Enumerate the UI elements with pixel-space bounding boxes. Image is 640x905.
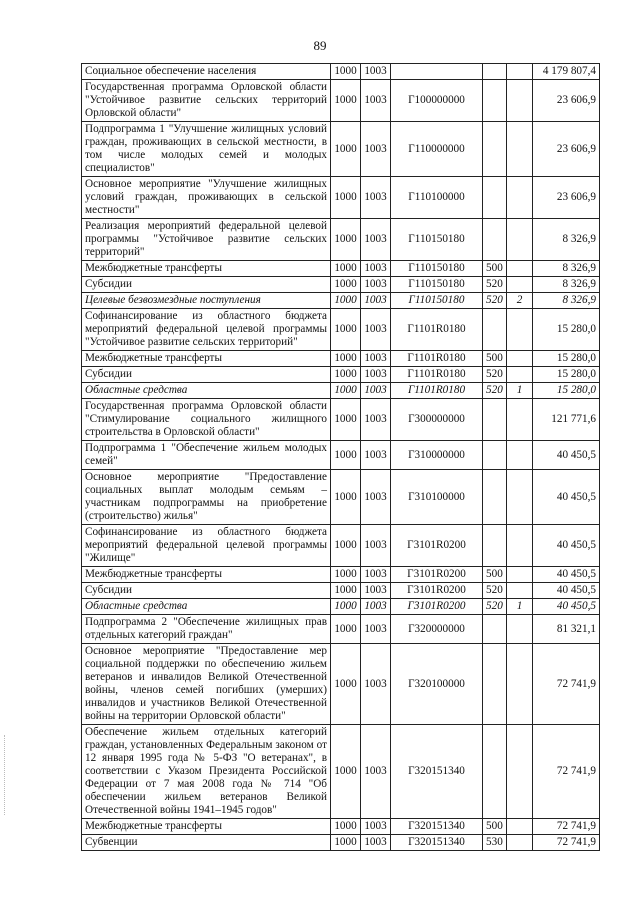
target-article-code-cell: Г1101R0180 [391, 383, 483, 399]
subsection-code-cell: 1003 [361, 725, 391, 819]
funding-source-code-cell [507, 441, 533, 470]
target-article-code-cell: Г310100000 [391, 470, 483, 525]
subsection-code-cell: 1003 [361, 599, 391, 615]
row-name-cell: Областные средства [82, 383, 331, 399]
section-code-cell: 1000 [331, 80, 361, 122]
expense-type-code-cell [483, 525, 507, 567]
expense-type-code-cell: 520 [483, 277, 507, 293]
subsection-code-cell: 1003 [361, 644, 391, 725]
funding-source-code-cell [507, 367, 533, 383]
target-article-code-cell: Г100000000 [391, 80, 483, 122]
section-code-cell: 1000 [331, 470, 361, 525]
table-row [82, 177, 600, 219]
row-name-cell: Основное мероприятие "Улучшение жилищных условий граждан, проживающих в сельской местности" [82, 177, 331, 219]
subsection-code-cell: 1003 [361, 261, 391, 277]
amount-cell: 23 606,9 [533, 122, 600, 177]
row-name-cell: Подпрограмма 1 "Улучшение жилищных условий граждан, проживающих в сельской местности, в том числе молодых семей и молодых специалистов" [82, 122, 331, 177]
funding-source-code-cell [507, 64, 533, 80]
subsection-code-cell: 1003 [361, 615, 391, 644]
row-name-cell: Межбюджетные трансферты [82, 819, 331, 835]
funding-source-code-cell [507, 122, 533, 177]
target-article-code-cell: Г1101R0180 [391, 309, 483, 351]
target-article-code-cell: Г320151340 [391, 725, 483, 819]
expense-type-code-cell: 500 [483, 351, 507, 367]
table-row [82, 367, 600, 383]
section-code-cell: 1000 [331, 725, 361, 819]
expense-type-code-cell [483, 219, 507, 261]
target-article-code-cell: Г3101R0200 [391, 599, 483, 615]
subsection-code-cell: 1003 [361, 383, 391, 399]
amount-cell: 72 741,9 [533, 835, 600, 851]
target-article-code-cell: Г110150180 [391, 293, 483, 309]
expense-type-code-cell: 520 [483, 293, 507, 309]
page-number: 89 [313, 38, 327, 53]
table-row [82, 599, 600, 615]
row-name-cell: Субвенции [82, 835, 331, 851]
section-code-cell: 1000 [331, 64, 361, 80]
expense-type-code-cell [483, 725, 507, 819]
table-row [82, 219, 600, 261]
funding-source-code-cell [507, 644, 533, 725]
expense-type-code-cell [483, 309, 507, 351]
section-code-cell: 1000 [331, 219, 361, 261]
table-row [82, 261, 600, 277]
section-code-cell: 1000 [331, 122, 361, 177]
subsection-code-cell: 1003 [361, 367, 391, 383]
section-code-cell: 1000 [331, 351, 361, 367]
section-code-cell: 1000 [331, 583, 361, 599]
target-article-code-cell: Г3101R0200 [391, 583, 483, 599]
subsection-code-cell: 1003 [361, 441, 391, 470]
expense-type-code-cell [483, 177, 507, 219]
amount-cell: 121 771,6 [533, 399, 600, 441]
row-name-cell: Субсидии [82, 583, 331, 599]
amount-cell: 8 326,9 [533, 219, 600, 261]
funding-source-code-cell [507, 219, 533, 261]
row-name-cell: Реализация мероприятий федеральной целевой программы "Устойчивое развитие сельских территорий" [82, 219, 331, 261]
funding-source-code-cell [507, 725, 533, 819]
amount-cell: 4 179 807,4 [533, 64, 600, 80]
subsection-code-cell: 1003 [361, 567, 391, 583]
amount-cell: 40 450,5 [533, 567, 600, 583]
target-article-code-cell: Г110100000 [391, 177, 483, 219]
expense-type-code-cell: 500 [483, 819, 507, 835]
funding-source-code-cell: 2 [507, 293, 533, 309]
table-row [82, 615, 600, 644]
funding-source-code-cell [507, 261, 533, 277]
subsection-code-cell: 1003 [361, 583, 391, 599]
subsection-code-cell: 1003 [361, 277, 391, 293]
funding-source-code-cell [507, 835, 533, 851]
amount-cell: 72 741,9 [533, 644, 600, 725]
amount-cell: 8 326,9 [533, 261, 600, 277]
section-code-cell: 1000 [331, 819, 361, 835]
section-code-cell: 1000 [331, 261, 361, 277]
table-row [82, 80, 600, 122]
subsection-code-cell: 1003 [361, 351, 391, 367]
expense-type-code-cell: 520 [483, 367, 507, 383]
subsection-code-cell: 1003 [361, 470, 391, 525]
subsection-code-cell: 1003 [361, 177, 391, 219]
expense-type-code-cell [483, 644, 507, 725]
subsection-code-cell: 1003 [361, 80, 391, 122]
amount-cell: 40 450,5 [533, 525, 600, 567]
subsection-code-cell: 1003 [361, 219, 391, 261]
table-row [82, 567, 600, 583]
expense-type-code-cell: 500 [483, 567, 507, 583]
section-code-cell: 1000 [331, 367, 361, 383]
amount-cell: 81 321,1 [533, 615, 600, 644]
subsection-code-cell: 1003 [361, 293, 391, 309]
amount-cell: 40 450,5 [533, 441, 600, 470]
row-name-cell: Целевые безвозмездные поступления [82, 293, 331, 309]
target-article-code-cell: Г320000000 [391, 615, 483, 644]
table-row [82, 293, 600, 309]
target-article-code-cell: Г110150180 [391, 261, 483, 277]
table-row [82, 441, 600, 470]
target-article-code-cell: Г1101R0180 [391, 367, 483, 383]
funding-source-code-cell [507, 525, 533, 567]
table-row [82, 725, 600, 819]
expense-type-code-cell [483, 122, 507, 177]
section-code-cell: 1000 [331, 309, 361, 351]
amount-cell: 15 280,0 [533, 309, 600, 351]
row-name-cell: Обеспечение жильем отдельных категорий граждан, установленных Федеральным законом от 12 января 1995 года № 5-ФЗ "О ветеранах", в соответствии с Указом Президента Российской Федерации от 7 мая 2008 года № 714 "Об обеспечении жильем ветеранов Великой Отечественной войны 1941–1945 годов" [82, 725, 331, 819]
section-code-cell: 1000 [331, 441, 361, 470]
funding-source-code-cell [507, 567, 533, 583]
row-name-cell: Государственная программа Орловской области "Устойчивое развитие сельских территорий Орловской области" [82, 80, 331, 122]
subsection-code-cell: 1003 [361, 819, 391, 835]
table-row [82, 835, 600, 851]
section-code-cell: 1000 [331, 525, 361, 567]
row-name-cell: Областные средства [82, 599, 331, 615]
row-name-cell: Основное мероприятие "Предоставление социальных выплат молодым семьям – участникам подпрограммы на приобретение (строительство) жилья" [82, 470, 331, 525]
subsection-code-cell: 1003 [361, 835, 391, 851]
table-row [82, 122, 600, 177]
expense-type-code-cell: 520 [483, 583, 507, 599]
section-code-cell: 1000 [331, 835, 361, 851]
amount-cell: 72 741,9 [533, 725, 600, 819]
target-article-code-cell: Г300000000 [391, 399, 483, 441]
row-name-cell: Софинансирование из областного бюджета мероприятий федеральной целевой программы "Устойчивое развитие сельских территорий" [82, 309, 331, 351]
subsection-code-cell: 1003 [361, 64, 391, 80]
section-code-cell: 1000 [331, 277, 361, 293]
section-code-cell: 1000 [331, 177, 361, 219]
funding-source-code-cell [507, 819, 533, 835]
expense-type-code-cell: 500 [483, 261, 507, 277]
target-article-code-cell: Г320151340 [391, 819, 483, 835]
row-name-cell: Субсидии [82, 277, 331, 293]
expense-type-code-cell: 530 [483, 835, 507, 851]
expense-type-code-cell [483, 80, 507, 122]
funding-source-code-cell [507, 309, 533, 351]
subsection-code-cell: 1003 [361, 122, 391, 177]
target-article-code-cell: Г310000000 [391, 441, 483, 470]
target-article-code-cell: Г110150180 [391, 219, 483, 261]
table-row [82, 309, 600, 351]
amount-cell: 72 741,9 [533, 819, 600, 835]
target-article-code-cell: Г1101R0180 [391, 351, 483, 367]
funding-source-code-cell [507, 80, 533, 122]
row-name-cell: Межбюджетные трансферты [82, 567, 331, 583]
amount-cell: 8 326,9 [533, 277, 600, 293]
target-article-code-cell: Г320100000 [391, 644, 483, 725]
budget-table [81, 63, 600, 851]
table-row [82, 351, 600, 367]
amount-cell: 23 606,9 [533, 80, 600, 122]
row-name-cell: Подпрограмма 2 "Обеспечение жилищных прав отдельных категорий граждан" [82, 615, 331, 644]
target-article-code-cell: Г3101R0200 [391, 525, 483, 567]
target-article-code-cell [391, 64, 483, 80]
table-row [82, 470, 600, 525]
section-code-cell: 1000 [331, 599, 361, 615]
section-code-cell: 1000 [331, 383, 361, 399]
amount-cell: 15 280,0 [533, 383, 600, 399]
row-name-cell: Государственная программа Орловской области "Стимулирование социального жилищного строительства в Орловской области" [82, 399, 331, 441]
section-code-cell: 1000 [331, 293, 361, 309]
target-article-code-cell: Г110150180 [391, 277, 483, 293]
expense-type-code-cell [483, 615, 507, 644]
subsection-code-cell: 1003 [361, 399, 391, 441]
expense-type-code-cell [483, 399, 507, 441]
section-code-cell: 1000 [331, 399, 361, 441]
funding-source-code-cell: 1 [507, 383, 533, 399]
target-article-code-cell: Г3101R0200 [391, 567, 483, 583]
funding-source-code-cell: 1 [507, 599, 533, 615]
funding-source-code-cell [507, 351, 533, 367]
table-row [82, 583, 600, 599]
section-code-cell: 1000 [331, 615, 361, 644]
amount-cell: 40 450,5 [533, 470, 600, 525]
budget-table-body [82, 64, 600, 851]
table-row [82, 525, 600, 567]
table-row [82, 383, 600, 399]
row-name-cell: Основное мероприятие "Предоставление мер социальной поддержки по обеспечению жильем ветеранов и инвалидов Великой Отечественной войны, членов семей погибших (умерших) инвалидов и участников Великой Отечественной войны на территории Орловской области" [82, 644, 331, 725]
amount-cell: 40 450,5 [533, 583, 600, 599]
row-name-cell: Межбюджетные трансферты [82, 351, 331, 367]
section-code-cell: 1000 [331, 567, 361, 583]
amount-cell: 15 280,0 [533, 351, 600, 367]
row-name-cell: Социальное обеспечение населения [82, 64, 331, 80]
table-row [82, 644, 600, 725]
amount-cell: 23 606,9 [533, 177, 600, 219]
row-name-cell: Субсидии [82, 367, 331, 383]
margin-scan-artifact [4, 735, 8, 815]
table-row [82, 399, 600, 441]
expense-type-code-cell [483, 441, 507, 470]
expense-type-code-cell: 520 [483, 383, 507, 399]
subsection-code-cell: 1003 [361, 525, 391, 567]
funding-source-code-cell [507, 470, 533, 525]
section-code-cell: 1000 [331, 644, 361, 725]
row-name-cell: Межбюджетные трансферты [82, 261, 331, 277]
funding-source-code-cell [507, 399, 533, 441]
table-row [82, 277, 600, 293]
row-name-cell: Софинансирование из областного бюджета мероприятий федеральной целевой программы "Жилище" [82, 525, 331, 567]
table-row [82, 64, 600, 80]
expense-type-code-cell: 520 [483, 599, 507, 615]
row-name-cell: Подпрограмма 1 "Обеспечение жильем молодых семей" [82, 441, 331, 470]
funding-source-code-cell [507, 615, 533, 644]
amount-cell: 15 280,0 [533, 367, 600, 383]
funding-source-code-cell [507, 277, 533, 293]
expense-type-code-cell [483, 470, 507, 525]
amount-cell: 40 450,5 [533, 599, 600, 615]
table-row [82, 819, 600, 835]
funding-source-code-cell [507, 583, 533, 599]
amount-cell: 8 326,9 [533, 293, 600, 309]
target-article-code-cell: Г110000000 [391, 122, 483, 177]
target-article-code-cell: Г320151340 [391, 835, 483, 851]
expense-type-code-cell [483, 64, 507, 80]
funding-source-code-cell [507, 177, 533, 219]
subsection-code-cell: 1003 [361, 309, 391, 351]
